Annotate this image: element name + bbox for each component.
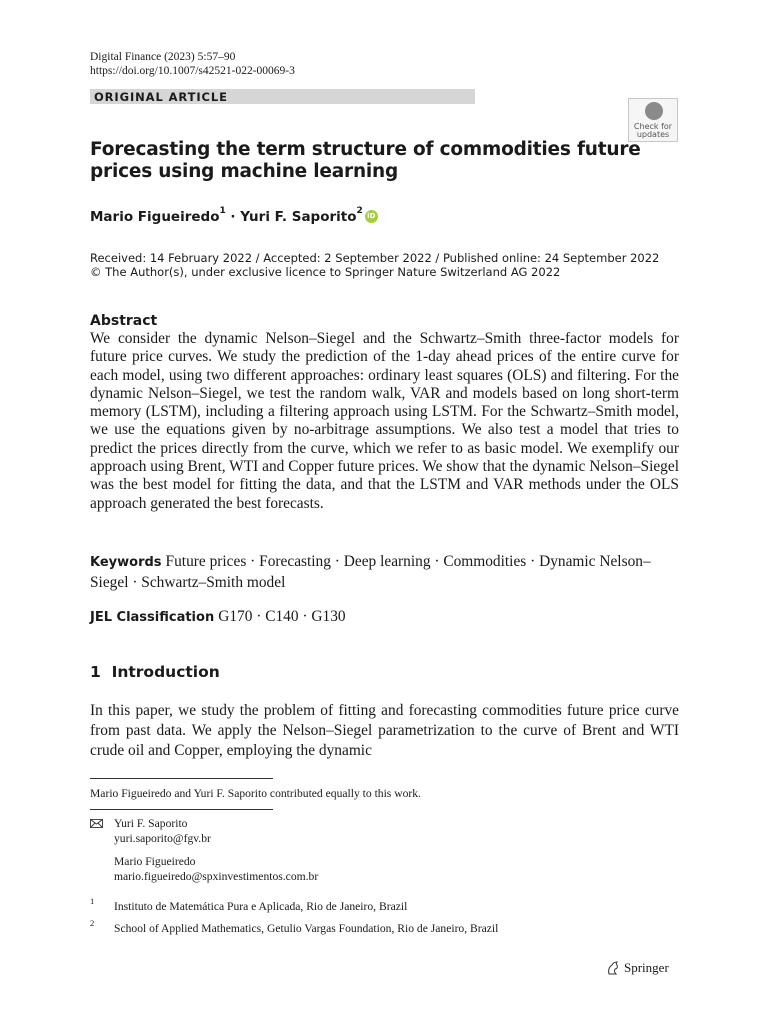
affiliation-1-number: 1 [90, 896, 95, 906]
check-updates-text-1: Check for [633, 122, 673, 131]
check-for-updates-badge[interactable] [628, 98, 678, 142]
corresponding-author-email[interactable]: yuri.saporito@fgv.br [114, 832, 211, 845]
keywords-text: Future prices · Forecasting · Deep learning · Commodities · Dynamic Nelson–Siegel · Schwartz–Smith model [90, 553, 651, 591]
affiliation-2-number: 2 [90, 918, 95, 928]
footnote-divider-2 [90, 809, 273, 810]
author-1-name[interactable]: Mario Figueiredo [90, 209, 220, 225]
jel-codes: G170 · C140 · G130 [218, 608, 346, 625]
check-updates-icon [645, 102, 663, 120]
publisher-name: Springer [624, 960, 669, 975]
author-2-name[interactable]: Yuri F. Saporito [240, 209, 357, 225]
keywords-label: Keywords [90, 555, 162, 570]
copyright-notice: © The Author(s), under exclusive licence to Springer Nature Switzerland AG 2022 [90, 265, 561, 279]
abstract-heading: Abstract [90, 313, 158, 329]
jel-label: JEL Classification [90, 610, 215, 625]
author-1-affiliation: 1 [219, 206, 226, 216]
corresponding-author-name: Yuri F. Saporito [114, 817, 188, 830]
author-separator: · [225, 209, 241, 225]
springer-logo [606, 959, 669, 977]
footnote-divider [90, 778, 273, 779]
article-title-line-2: prices using machine learning [90, 161, 399, 182]
author-2-affiliation: 2 [356, 206, 363, 216]
second-author-name: Mario Figueiredo [114, 855, 196, 868]
springer-horse-icon [606, 960, 620, 976]
article-type-label: ORIGINAL ARTICLE [94, 90, 228, 104]
introduction-text: In this paper, we study the problem of fitting and forecasting commodities future price curve from past data. We apply the Nelson–Siegel parametrization to the curve of Brent and WTI crude oil and Copper, employing the dynamic [90, 702, 679, 759]
footnote-equal-contribution: Mario Figueiredo and Yuri F. Saporito contributed equally to this work. [90, 787, 421, 800]
publication-dates: Received: 14 February 2022 / Accepted: 2 September 2022 / Published online: 24 September 2022 [90, 251, 660, 265]
jel-classification [90, 607, 346, 627]
check-updates-text-2: updates [636, 130, 670, 139]
affiliation-2-text: School of Applied Mathematics, Getulio Vargas Foundation, Rio de Janeiro, Brazil [114, 922, 499, 935]
affiliation-1-text: Instituto de Matemática Pura e Aplicada, Rio de Janeiro, Brazil [114, 900, 408, 913]
journal-citation: Digital Finance (2023) 5:57–90 [90, 51, 236, 63]
keywords [90, 552, 679, 592]
author-list [90, 208, 378, 226]
abstract-text: We consider the dynamic Nelson–Siegel and the Schwartz–Smith three-factor models for future price curves. We study the prediction of the 1-day ahead prices of the entire curve for each model, using two different approaches: ordinary least squares (OLS) and filtering. For the dynamic Nelson–Siegel, we test the random walk, VAR and models based on long short-term memory (LSTM), including a filtering approach using LSTM. For the Schwartz–Smith model, we use the equations given by no-arbitrage assumptions. We also test a model that tries to predict the prices directly from the curve, which we refer to as basic model. We exemplify our approach using Brent, WTI and Copper future prices. We show that the dynamic Nelson–Siegel was the best model for fitting the data, and that the LSTM and VAR methods under the OLS approach generated the best forecasts. [90, 330, 679, 512]
doi-link[interactable]: https://doi.org/10.1007/s42521-022-00069-3 [90, 65, 295, 77]
section-heading-introduction: 1 Introduction [90, 663, 220, 681]
orcid-icon[interactable]: iD [365, 210, 378, 223]
article-title-line-1: Forecasting the term structure of commodities future [90, 139, 641, 160]
second-author-email[interactable]: mario.figueiredo@spxinvestimentos.com.br [114, 870, 319, 883]
envelope-icon [90, 819, 103, 828]
